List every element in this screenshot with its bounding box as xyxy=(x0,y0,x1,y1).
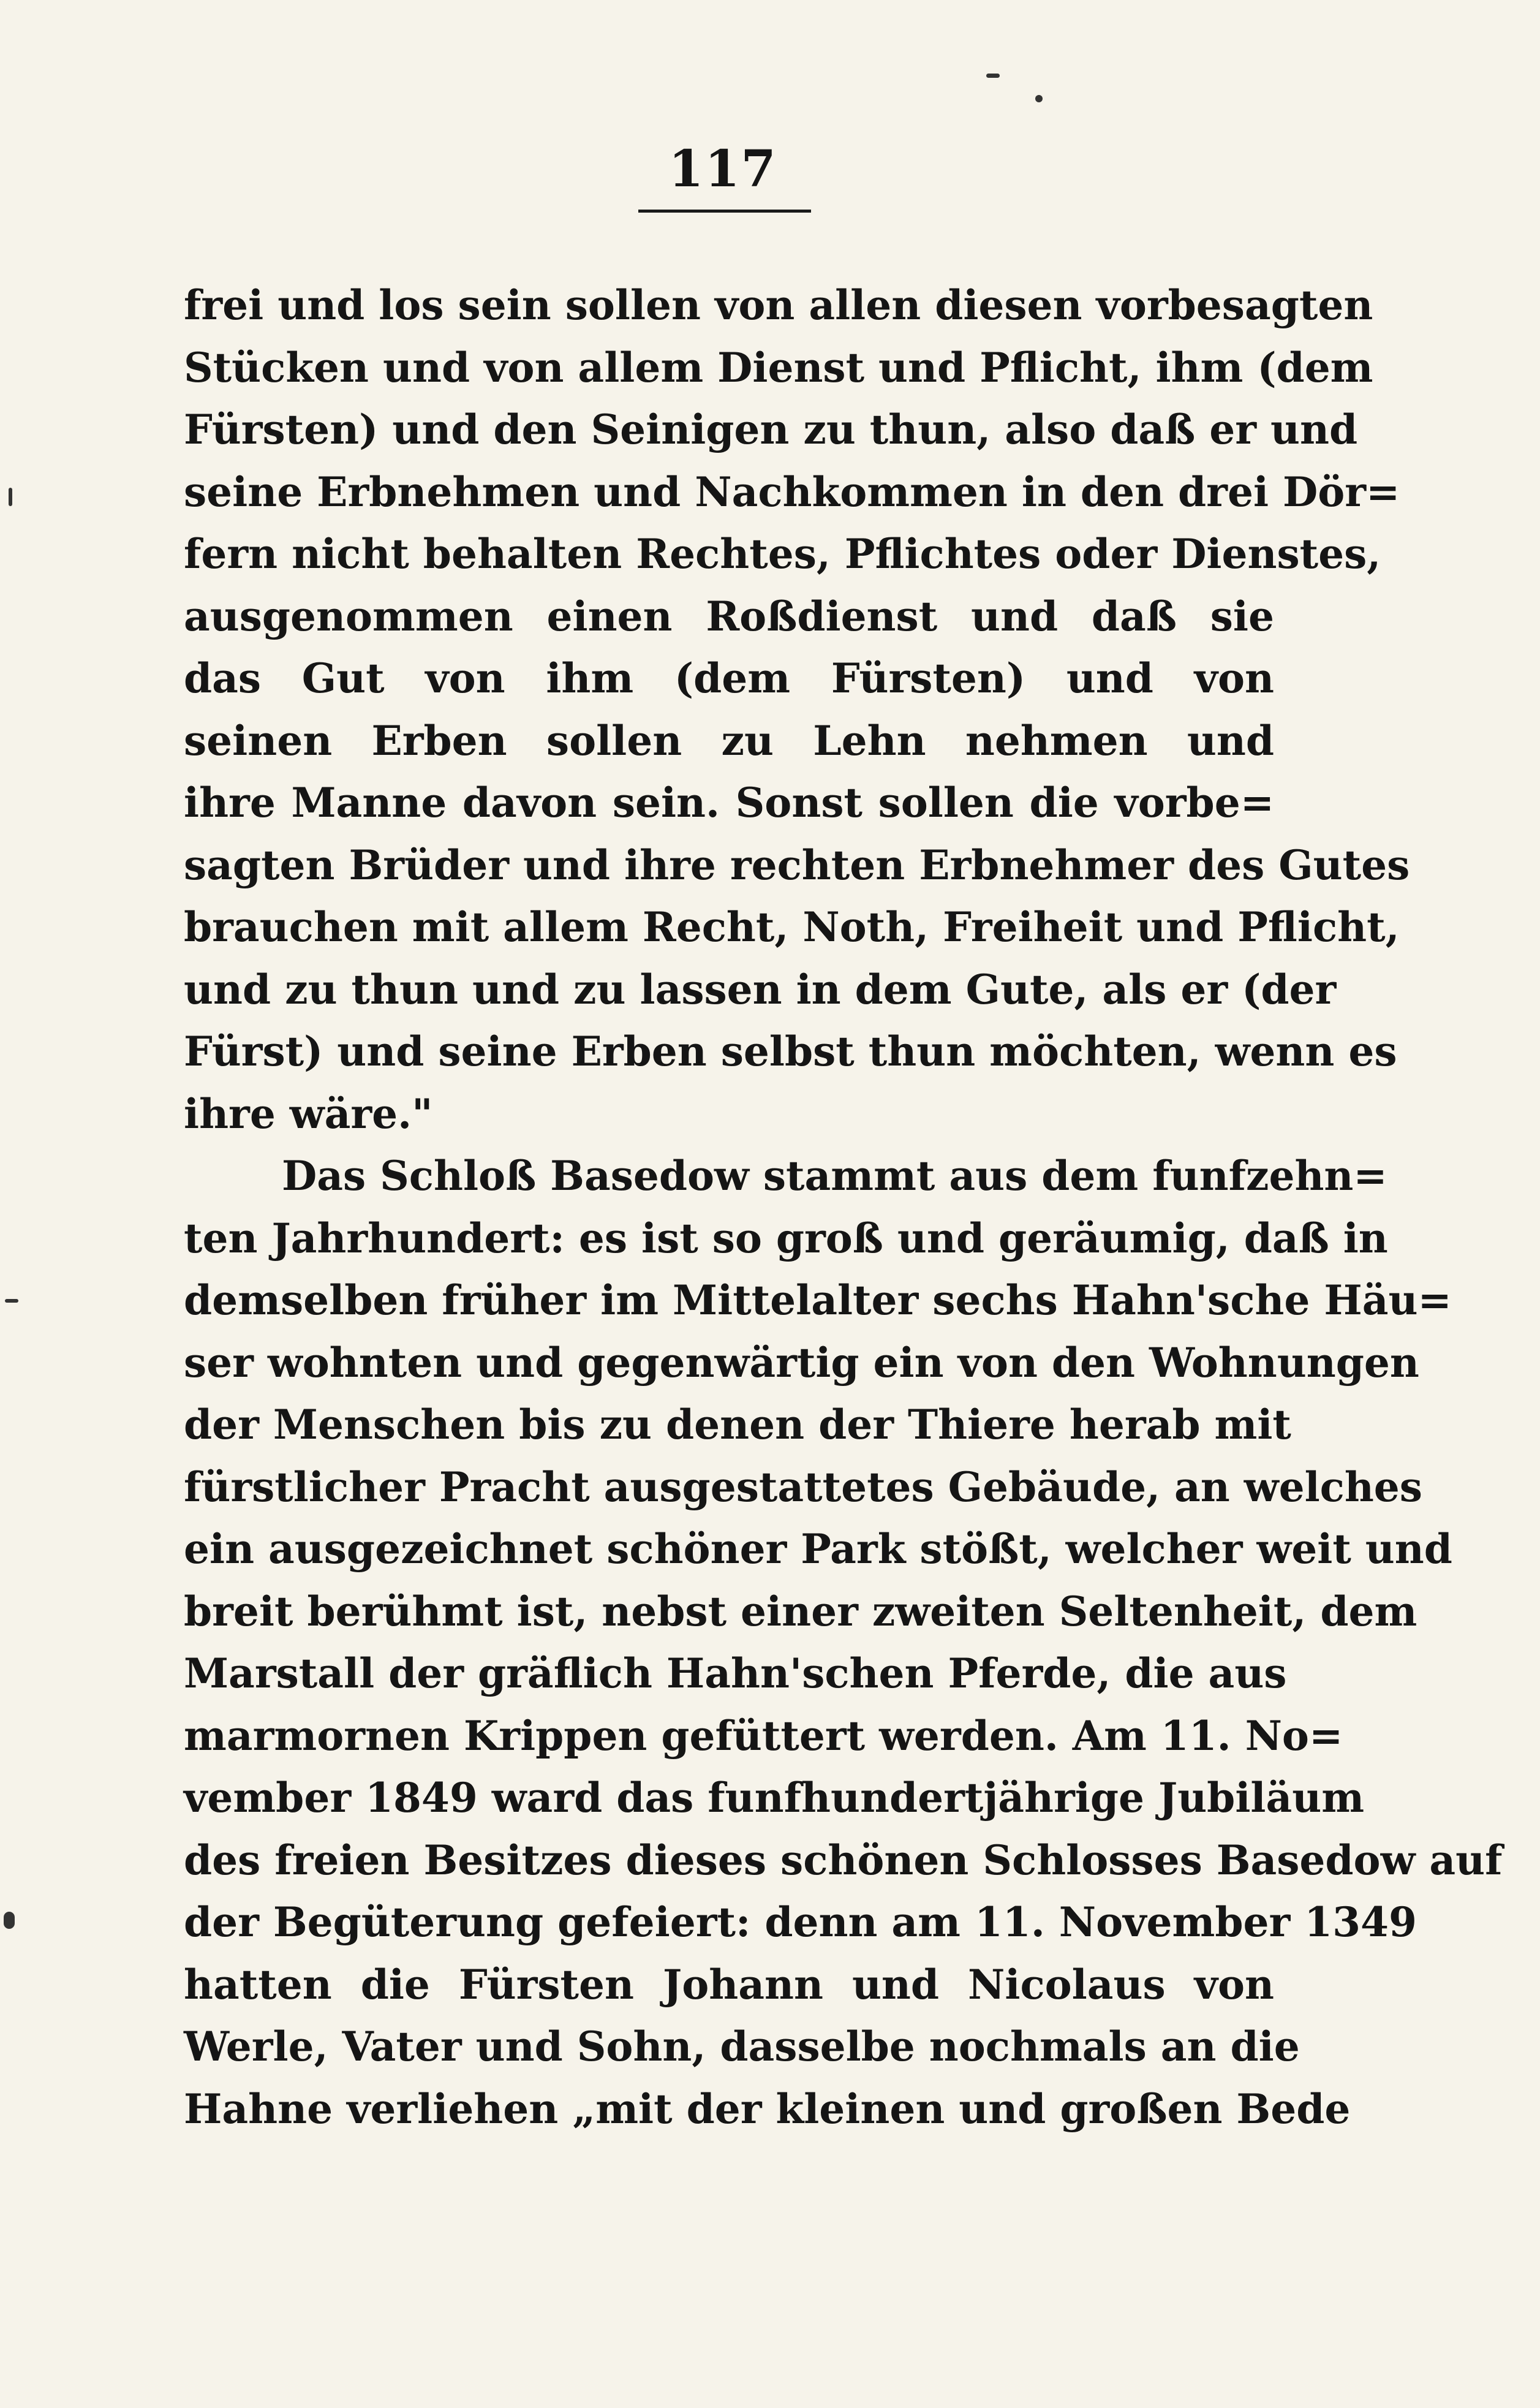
text-line: ten Jahrhundert: es ist so groß und geräumig, daß in xyxy=(184,1214,1388,1262)
text-line: Hahne verliehen „mit der kleinen und großen Bede xyxy=(184,2084,1351,2133)
text-line: Fürst) und seine Erben selbst thun möchten, wenn es xyxy=(184,1028,1397,1075)
text-line-paragraph-end: ihre wäre." xyxy=(184,1089,433,1138)
scan-speck xyxy=(1035,95,1043,102)
text-line: seinen Erben sollen zu Lehn nehmen und xyxy=(184,716,1274,765)
text-line: sagten Brüder und ihre rechten Erbnehmer des Gutes xyxy=(184,841,1410,889)
text-line: der Menschen bis zu denen der Thiere herab mit xyxy=(184,1401,1291,1448)
text-line: demselben früher im Mittelalter sechs Hahn'sche Häu= xyxy=(184,1276,1452,1324)
text-line: ein ausgezeichnet schöner Park stößt, welcher weit und xyxy=(184,1525,1452,1573)
text-line: Fürsten) und den Seinigen zu thun, also daß er und xyxy=(184,406,1358,453)
text-line: vember 1849 ward das funfhundertjährige Jubiläum xyxy=(184,1774,1365,1822)
text-line: brauchen mit allem Recht, Noth, Freiheit und Pflicht, xyxy=(184,903,1400,951)
text-line: marmornen Krippen gefüttert werden. Am 11. No= xyxy=(184,1711,1343,1760)
text-line: und zu thun und zu lassen in dem Gute, als er (der xyxy=(184,965,1337,1013)
body-text xyxy=(184,274,1503,2140)
scan-margin-dot xyxy=(4,1912,15,1929)
text-line: das Gut von ihm (dem Fürsten) und von xyxy=(184,654,1274,702)
text-line: breit berühmt ist, nebst einer zweiten Seltenheit, dem xyxy=(184,1587,1417,1635)
text-line: ser wohnten und gegenwärtig ein von den Wohnungen xyxy=(184,1338,1419,1387)
text-line: der Begüterung gefeiert: denn am 11. November 1349 xyxy=(184,1898,1417,1946)
text-line: frei und los sein sollen von allen diesen vorbesagten xyxy=(184,281,1373,329)
text-line: des freien Besitzes dieses schönen Schlosses Basedow auf xyxy=(184,1836,1503,1884)
text-line-paragraph-start: Das Schloß Basedow stammt aus dem funfzehn= xyxy=(282,1152,1387,1200)
text-line: hatten die Fürsten Johann und Nicolaus von xyxy=(184,1960,1274,2009)
text-line: Werle, Vater und Sohn, dasselbe nochmals an die xyxy=(184,2023,1300,2070)
page-number: 117 xyxy=(668,140,777,199)
text-line: Marstall der gräflich Hahn'schen Pferde, die aus xyxy=(184,1649,1287,1697)
text-line: seine Erbnehmen und Nachkommen in den drei Dör= xyxy=(184,468,1400,516)
text-line: Stücken und von allem Dienst und Pflicht, ihm (dem xyxy=(184,343,1373,392)
text-line: fern nicht behalten Rechtes, Pflichtes oder Dienstes, xyxy=(184,530,1381,578)
text-line: ausgenommen einen Roßdienst und daß sie xyxy=(184,592,1274,640)
scan-margin-mark xyxy=(5,1299,18,1303)
text-line: fürstlicher Pracht ausgestattetes Gebäude, an welches xyxy=(184,1463,1422,1511)
scan-speck xyxy=(986,74,1000,78)
scan-margin-mark xyxy=(9,488,12,506)
header-rule xyxy=(638,210,811,213)
text-line: ihre Manne davon sein. Sonst sollen die vorbe= xyxy=(184,779,1274,827)
